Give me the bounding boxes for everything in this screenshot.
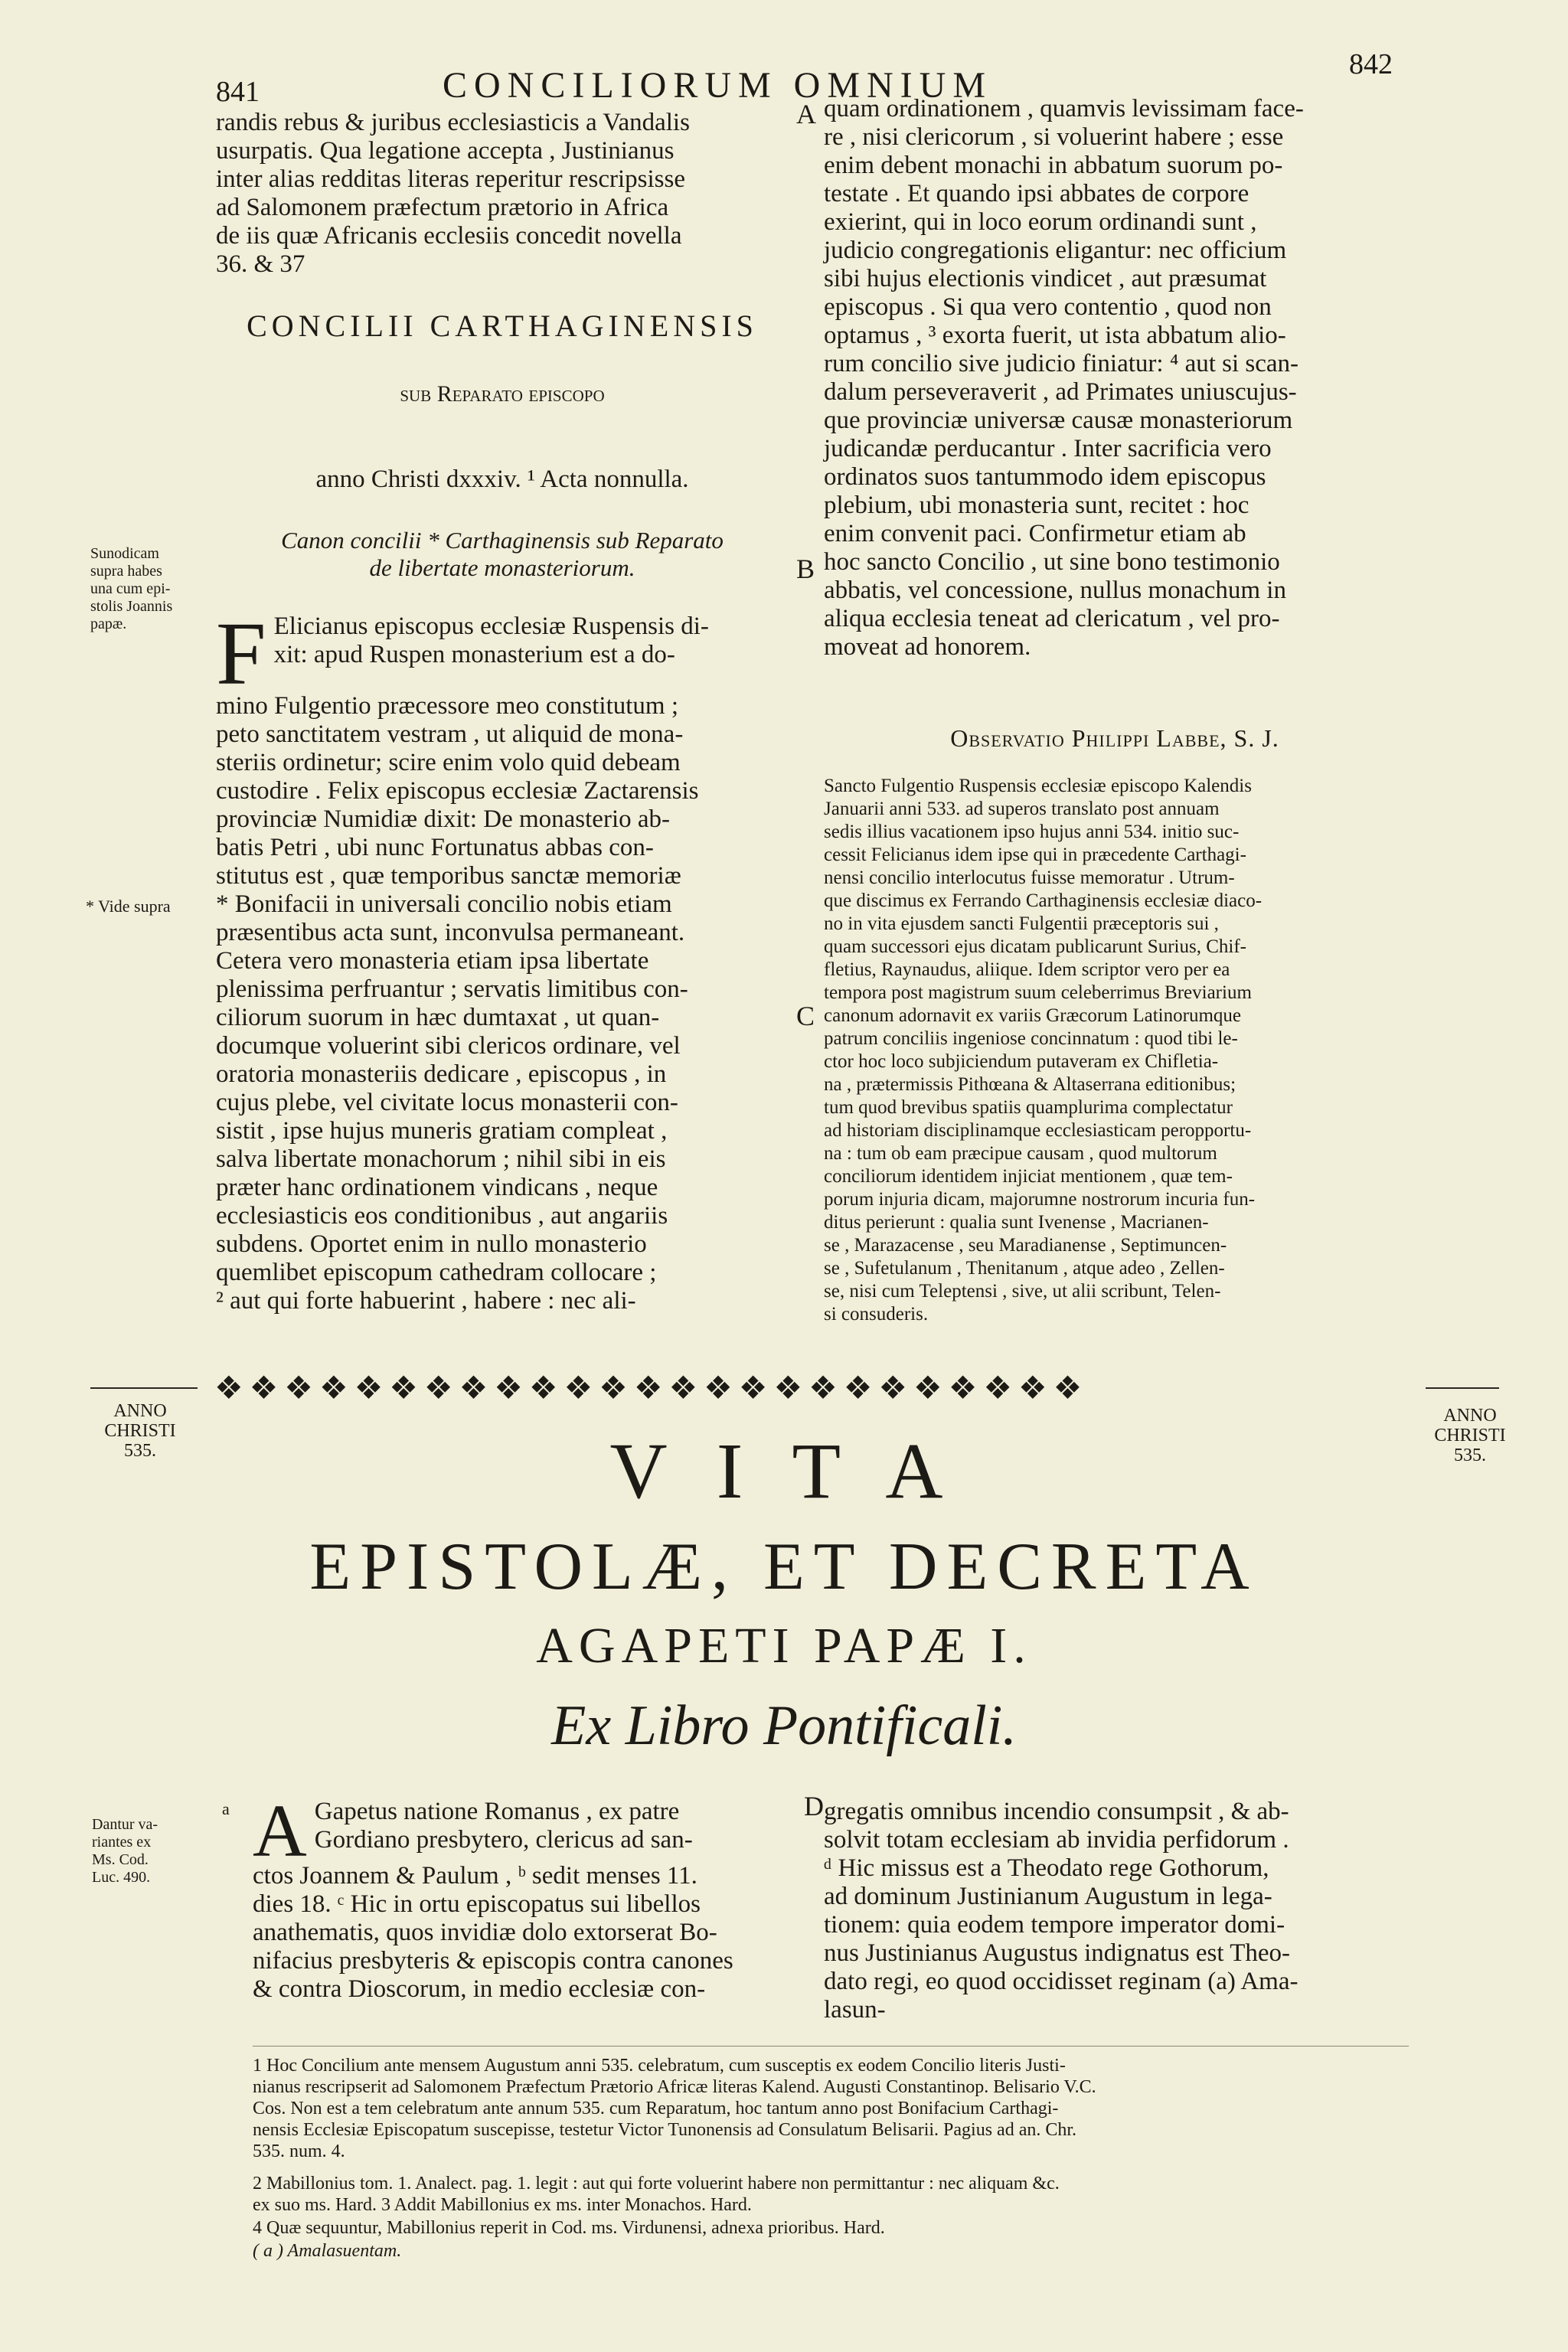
- section-title: CONCILII CARTHAGINENSIS: [247, 309, 758, 343]
- canon-title: Canon concilii * Carthaginensis sub Reparato de libertate monasteriorum.: [281, 527, 724, 581]
- rule-left: [90, 1387, 198, 1389]
- title-agapeti: AGAPETI PAPÆ I.: [536, 1618, 1032, 1674]
- page-number-right: 842: [1349, 48, 1393, 80]
- footnote-4: 4 Quæ sequuntur, Mabillonius reperit in Cod. ms. Virdunensi, adnexa prioribus. Hard.: [253, 2218, 885, 2238]
- footnote-2-3: 2 Mabillonius tom. 1. Analect. pag. 1. legit : aut qui forte voluerint habere non permittantur : nec aliquam &c. ex suo ms. Hard. 3 Addit Mabillonius ex ms. inter Monachos. Hard.: [253, 2174, 1060, 2215]
- section-marker-d: D: [804, 1791, 824, 1821]
- agapetus-body-right: gregatis omnibus incendio consumpsit , & ab- solvit totam ecclesiam ab invidia perfidorum . ᵈ Hic missus est a Theodato rege Gothorum, ad dominum Justinianum Augustum in lega- tionem: quia eodem tempore imperator domi- nus Justinianus Augustus indignatus est Theo- dato regi, eo quod occidisset reginam (a) Ama- lasun-: [824, 1798, 1298, 2024]
- agapetus-body-text: ctos Joannem & Paulum , ᵇ sedit menses 11. dies 18. ᶜ Hic in ortu episcopatus sui libellos anathematis, quos invidiæ dolo extorserat Bo- nifacius presbyteris & episcopis contra canones & contra Dioscorum, in medio ecclesiæ con-: [253, 1862, 733, 2003]
- title-epistolae: EPISTOLÆ, ET DECRETA: [309, 1530, 1259, 1604]
- anno-christi-right: ANNO CHRISTI 535.: [1434, 1406, 1506, 1465]
- observatio-title: Observatio Philippi Labbe, S. J.: [950, 724, 1279, 752]
- footnote-marker-a: a: [222, 1799, 230, 1818]
- section-marker-a: A: [796, 99, 816, 129]
- margin-note-vide-supra: * Vide supra: [86, 897, 171, 916]
- canon-first-lines: Elicianus episcopus ecclesiæ Ruspensis di- xit: apud Ruspen monasterium est a do-: [273, 612, 709, 668]
- agapetus-body-left: [253, 1790, 802, 2004]
- drop-cap-a: A: [253, 1790, 307, 1873]
- section-marker-b: B: [796, 554, 815, 584]
- margin-note-synodicam: Sunodicam supra habes una cum epi- stolis Joannis papæ.: [90, 545, 173, 632]
- section-date: anno Christi dxxxiv. ¹ Acta nonnulla.: [315, 466, 689, 493]
- left-intro-paragraph: randis rebus & juribus ecclesiasticis a Vandalis usurpatis. Qua legatione accepta , Justinianus inter alias redditas literas reperitur rescripsisse ad Salomonem præfectum prætorio in Africa de iis quæ Africanis ecclesiis concedit novella 36. & 37: [216, 109, 690, 278]
- footnote-1: 1 Hoc Concilium ante mensem Augustum anni 535. celebratum, cum susceptis ex eodem Concilio literis Justi- nianus rescripserit ad Salomonem Præfectum Prætorio Africæ literas Kalend. Augusti Constantinop. Belisario V.C. Cos. Non est a tem celebratum ante annum 535. cum Reparatum, hoc tantum anno post Bonifacium Carthagi- nensis Ecclesiæ Episcopatum suscepisse, testetur Victor Tunonensis ad Consulatum Belisarii. Pagius ad an. Chr. 535. num. 4.: [253, 2056, 1096, 2161]
- title-vita: V I T A: [609, 1427, 959, 1515]
- footnote-a: ( a ) Amalasuentam.: [253, 2241, 402, 2261]
- right-canon-body: quam ordinationem , quamvis levissimam face- re , nisi clericorum , si voluerint habere ; esse enim debent monachi in abbatum suorum po- testate . Et quando ipsi abbates de corpore exierint, qui in loco eorum ordinandi sunt , judicio congregationis eligantur: nec officium sibi hujus electionis vindicet , aut præsumat episcopus . Si qua vero contentio , quod non optamus , ³ exorta fuerit, ut ista abbatum alio- rum concilio sive judicio finiatur: ⁴ aut si scan- dalum perseveraverit , ad Primates uniuscujus- que provinciæ universæ causæ monasteriorum judicandæ perducantur . Inter sacrificia vero ordinatos suos tantummodo idem episcopus plebium, ubi monasteria sunt, recitet : hoc enim convenit paci. Confirmetur etiam ab hoc sancto Concilio , ut sine bono testimonio abbatis, vel concessione, nullus monachum in aliqua ecclesia teneat ad clericatum , vel pro- moveat ad honorem.: [824, 95, 1304, 661]
- rule-right: [1426, 1387, 1499, 1389]
- title-ex-libro: Ex Libro Pontificali.: [551, 1694, 1017, 1757]
- margin-note-dantur: Dantur va- riantes ex Ms. Cod. Luc. 490.: [92, 1816, 158, 1886]
- drop-cap-f: F: [216, 603, 266, 704]
- canon-body-text: mino Fulgentio præcessore meo constitutum ; peto sanctitatem vestram , ut aliquid de mona- steriis ordinetur; scire enim volo quid debeam custodire . Felix episcopus ecclesiæ Zactarensis provinciæ Numidiæ dixit: De monasterio ab- batis Petri , ubi nunc Fortunatus abbas con- stitutus est , quæ temporibus sanctæ memoriæ * Bonifacii in universali concilio nobis etiam præsentibus acta sunt, inconvulsa permaneant. Cetera vero monasteria etiam ipsa libertate plenissima perfruantur ; servatis limitibus con- ciliorum suorum in hæc dumtaxat , ut quan- documque voluerint sibi clericos ordinare, vel oratoria monasteriis dedicare , episcopus , in cujus plebe, vel civitate locus monasterii con- sistit , ipse hujus muneris gratiam compleat , salva libertate monachorum ; nihil sibi in eis præter hanc ordinationem vindicans , neque ecclesiasticis eos conditionibus , aut angariis subdens. Oportet enim in nullo monasterio quemlibet episcopum cathedram collocare ; ² aut qui forte habuerint , habere : nec ali-: [216, 692, 699, 1315]
- observatio-body: Sancto Fulgentio Ruspensis ecclesiæ episcopo Kalendis Januarii anni 533. ad superos translato post annuam sedis illius vacationem ipso hujus anni 534. initio suc- cessit Felicianus idem ipse qui in præcedente Carthagi- nensi concilio interlocutus fuisse memoratur . Utrum- que discimus ex Ferrando Carthaginensis ecclesiæ diaco- no in vita ejusdem sancti Fulgentii præceptoris sui , quam successori ejus dicatam publicarunt Surius, Chif- fletius, Raynaudus, aliique. Idem scriptor vero per ea tempora post magistrum suum celeberrimus Breviarium canonum adornavit ex variis Græcorum Latinorumque patrum conciliis ingeniose concinnatum : quod tibi le- ctor hoc loco subjiciendum putaveram ex Chifletia- na , prætermissis Pithœana & Altaserrana editionibus; tum quod brevibus spatiis quamplurima complectatur ad historiam disciplinamque ecclesiasticam peropportu- na : tum ob eam præcipue causam , quod multorum conciliorum identidem injiciat mentionem , quæ tem- porum injuria dicam, majorumne nostrorum incuria fun- ditus perierunt : qualia sunt Ivenense , Macrianen- se , Marazacense , seu Maradianense , Septimuncen- se , Sufetulanum , Thenitanum , atque adeo , Zellen- se, nisi cum Teleptensi , sive, ut alii scribunt, Telen- si consuderis.: [824, 776, 1263, 1325]
- anno-christi-left: ANNO CHRISTI 535.: [104, 1401, 176, 1461]
- left-canon-body: [216, 603, 789, 1315]
- section-marker-c: C: [796, 1001, 815, 1031]
- running-head: CONCILIORUM OMNIUM: [443, 65, 993, 106]
- ornament-band: ❖❖❖❖❖❖❖❖❖❖❖❖❖❖❖❖❖❖❖❖❖❖❖❖❖: [214, 1371, 1089, 1406]
- section-subtitle: sub Reparato episcopo: [400, 381, 605, 407]
- agapetus-first-lines: Gapetus natione Romanus , ex patre Gordiano presbytero, clericus ad san-: [314, 1798, 693, 1854]
- footnote-rule: [253, 2046, 1409, 2047]
- page-number-left: 841: [216, 76, 260, 108]
